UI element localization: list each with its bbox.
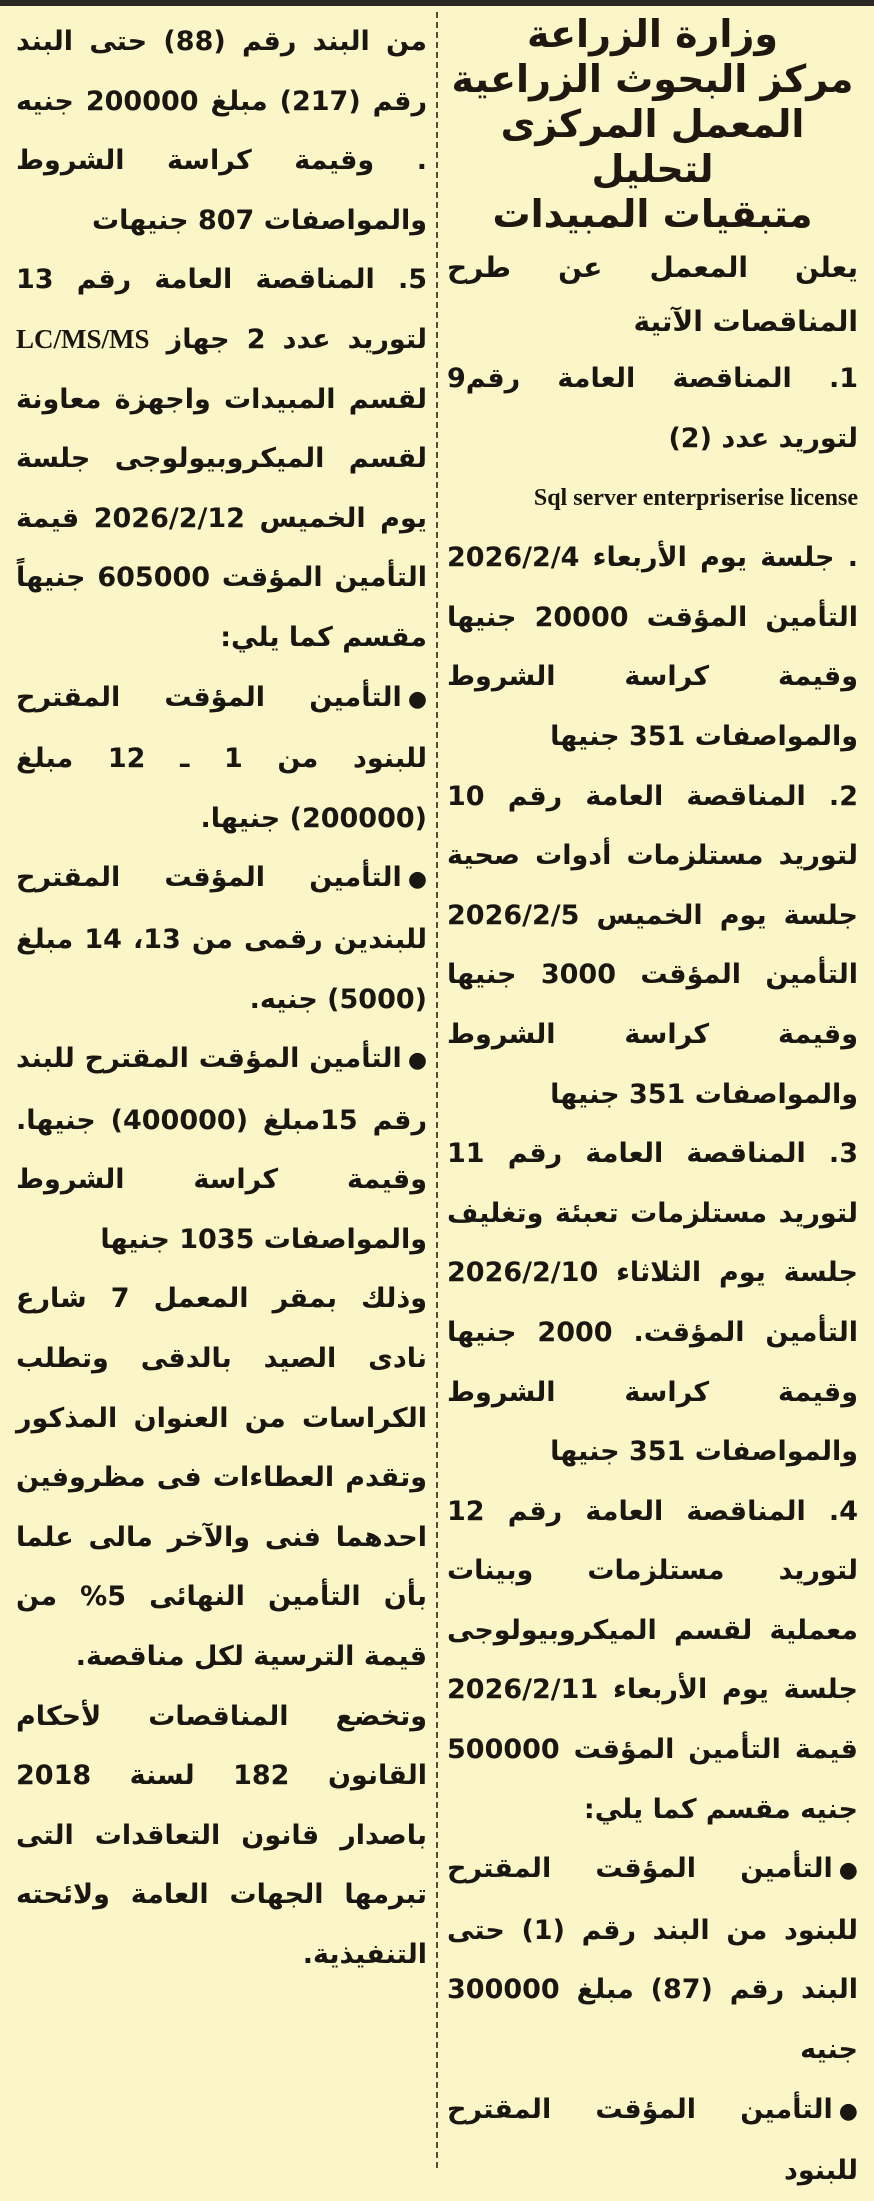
tender-5 bbox=[16, 250, 427, 667]
announcement-intro: يعلن المعمل عن طرح المناقصات الآتية bbox=[447, 251, 858, 338]
bullet-icon: ● bbox=[407, 1048, 428, 1074]
right-column bbox=[441, 12, 864, 2187]
lab-heading-line1: المعمل المركزى لتحليل bbox=[500, 102, 805, 191]
tender-5-bullet-1 bbox=[16, 668, 427, 849]
tender-4-bullet-2 bbox=[447, 2080, 858, 2201]
tender-3: 3. المناقصة العامة رقم 11 لتوريد مستلزمات تعبئة وتغليف جلسة يوم الثلاثاء 2026/2/10 التأمين المؤقت. 2000 جنيها وقيمة كراسة الشروط والمواصفات 351 جنيها bbox=[447, 1138, 858, 1468]
bullet-icon: ● bbox=[407, 686, 428, 712]
tender-4-bullet-2-text: التأمين المؤقت المقترح للبنود bbox=[447, 2093, 858, 2187]
left-column bbox=[10, 12, 433, 2172]
tender-1-details: . جلسة يوم الأربعاء 2026/2/4 التأمين المؤقت 20000 جنيها وقيمة كراسة الشروط والمواصفات 351 جنيها bbox=[447, 542, 858, 752]
top-rule bbox=[0, 0, 874, 6]
tender-5-bullet-3 bbox=[16, 1029, 427, 1269]
tender-4-bullet-2-continued: من البند رقم (88) حتى البند رقم (217) مبلغ 200000 جنيه . وقيمة كراسة الشروط والمواصفات 807 جنيهات bbox=[16, 26, 428, 236]
tender-5-text-after: لقسم المبيدات واجهزة معاونة لقسم الميكروبيولوجى جلسة يوم الخميس 2026/2/12 قيمة التأمين المؤقت 605000 جنيهاً مقسم كما يلي: bbox=[16, 383, 428, 653]
bullet-icon: ● bbox=[407, 867, 428, 893]
bullet-icon: ● bbox=[838, 2098, 858, 2124]
ad-columns bbox=[10, 12, 864, 2187]
center-heading: مركز البحوث الزراعية bbox=[451, 57, 854, 101]
tender-5-bullet-2 bbox=[16, 848, 427, 1029]
location-paragraph: وذلك بمقر المعمل 7 شارع نادى الصيد بالدقى وتطلب الكراسات من العنوان المذكور وتقدم العطاءات فى مظروفين احدهما فنى والآخر مالى علما بأن التأمين النهائى 5% من قيمة الترسية لكل مناقصة. bbox=[16, 1283, 428, 1673]
lab-heading-line2: متبقيات المبيدات bbox=[492, 192, 813, 236]
tender-5-bullet-2-text: التأمين المؤقت المقترح للبندين رقمى من 13، 14 مبلغ (5000) جنيه. bbox=[16, 862, 428, 1015]
tender-5-bullet-1-text: التأمين المؤقت المقترح للبنود من 1 ـ 12 مبلغ (200000) جنيها. bbox=[16, 681, 428, 834]
tender-1-title: 1. المناقصة العامة رقم9 لتوريد عدد (2) bbox=[447, 363, 858, 454]
tender-5-bullet-3-text: التأمين المؤقت المقترح للبند رقم 15مبلغ (400000) جنيها. وقيمة كراسة الشروط والمواصفات 1035 جنيها bbox=[16, 1043, 428, 1255]
tender-5-instrument: LC/MS/MS bbox=[16, 323, 150, 354]
tender-1-license: Sql server enterpriserise license bbox=[533, 485, 858, 512]
tender-4-bullet-1 bbox=[447, 1839, 858, 2079]
ministry-heading: وزارة الزراعة bbox=[527, 12, 778, 56]
tender-2: 2. المناقصة العامة رقم 10 لتوريد مستلزمات أدوات صحية جلسة يوم الخميس 2026/2/5 التأمين المؤقت 3000 جنيها وقيمة كراسة الشروط والمواصفات 351 جنيها bbox=[447, 780, 858, 1110]
tender-4-bullet-1-text: التأمين المؤقت المقترح للبنود من البند رقم (1) حتى البند رقم (87) مبلغ 300000 جنيه bbox=[447, 1853, 858, 2066]
tender-4: 4. المناقصة العامة رقم 12 لتوريد مستلزمات وبينات معملية لقسم الميكروبيولوجى جلسة يوم الأربعاء 2026/2/11 قيمة التأمين المؤقت 500000 جنيه مقسم كما يلي: bbox=[447, 1495, 858, 1825]
tender-5-text-before: 5. المناقصة العامة رقم 13 لتوريد عدد 2 جهاز bbox=[16, 264, 428, 355]
bullet-icon: ● bbox=[838, 1858, 858, 1884]
column-divider bbox=[436, 12, 438, 2172]
law-paragraph: وتخضع المناقصات لأحكام القانون 182 لسنة 2018 باصدار قانون التعاقدات التى تبرمها الجهات العامة ولائحته التنفيذية. bbox=[16, 1700, 428, 1970]
